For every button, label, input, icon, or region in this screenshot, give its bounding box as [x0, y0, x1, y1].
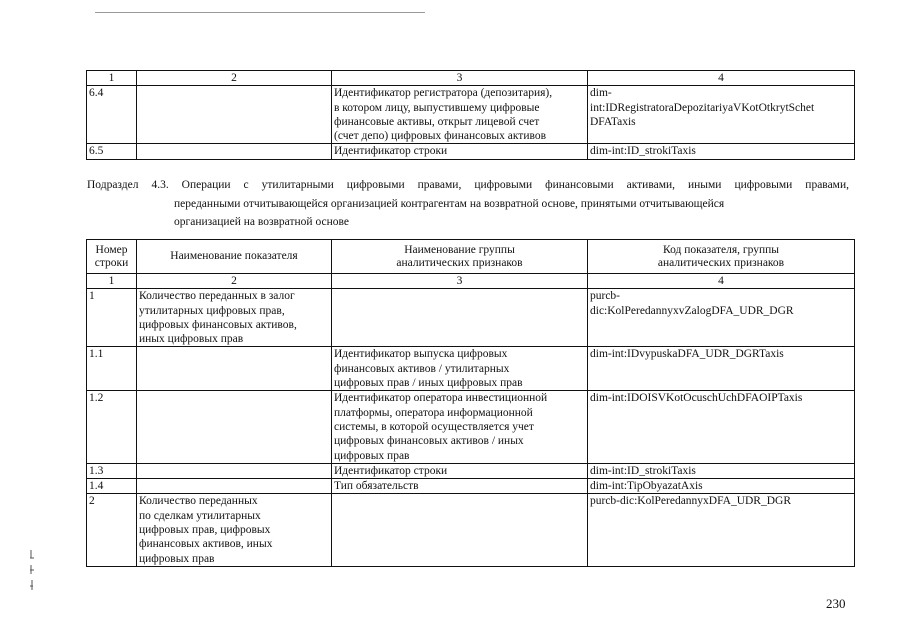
continuation-table	[86, 70, 855, 160]
group-name	[332, 347, 588, 391]
indicator-name	[137, 347, 332, 391]
row-number: 1.4	[87, 479, 137, 494]
text-line: dim-int:IDvypuskaDFA_UDR_DGRTaxis	[590, 348, 784, 361]
col-number-1: 1	[87, 71, 137, 86]
header-indicator-name: Наименование показателя	[137, 240, 332, 274]
table-row	[87, 494, 855, 566]
table-row	[87, 144, 855, 159]
text-line: Идентификатор выпуска цифровых	[334, 348, 508, 361]
indicator-code	[588, 463, 855, 478]
col-number-2: 2	[137, 274, 332, 289]
col-number-2: 2	[137, 71, 332, 86]
column-number-row	[87, 71, 855, 86]
group-name	[332, 391, 588, 463]
text-line: dim-	[590, 87, 612, 100]
indicator-name	[137, 391, 332, 463]
group-name	[332, 144, 588, 159]
row-number: 6.5	[87, 144, 137, 159]
text-line: финансовых активов / утилитарных	[334, 362, 510, 375]
row-number: 2	[87, 494, 137, 566]
header-indicator-code	[588, 240, 855, 274]
operations-table	[86, 239, 855, 567]
text-line: dim-int:IDOISVKotOcuschUchDFAOIPTaxis	[590, 392, 803, 405]
group-name	[332, 463, 588, 478]
text-line: финансовые активы, открыт лицевой счет	[334, 115, 540, 128]
group-name	[332, 289, 588, 347]
text-line: Количество переданных в залог	[139, 290, 295, 303]
subsection-heading	[87, 176, 849, 232]
group-name	[332, 494, 588, 566]
indicator-name	[137, 144, 332, 159]
table-row	[87, 86, 855, 144]
text-line: цифровых прав	[334, 449, 410, 462]
table-row	[87, 347, 855, 391]
subsection-line-3: организацией на возвратной основе	[174, 216, 349, 228]
page-top-rule	[95, 12, 425, 13]
col-number-3: 3	[332, 274, 588, 289]
text-line: Идентификатор оператора инвестиционной	[334, 392, 548, 405]
page-number: 230	[826, 596, 846, 611]
text-line: dim-int:ID_strokiTaxis	[590, 145, 696, 158]
text-line: цифровых прав	[139, 552, 215, 565]
text-line: Идентификатор строки	[334, 145, 448, 158]
text-line: по сделкам утилитарных	[139, 509, 261, 522]
group-name	[332, 86, 588, 144]
indicator-name	[137, 463, 332, 478]
header-line: Код показателя, группы	[662, 243, 780, 256]
text-line: DFATaxis	[590, 115, 636, 128]
text-line: purcb-dic:KolPeredannyxDFA_UDR_DGR	[590, 495, 792, 508]
header-line: аналитических признаков	[657, 256, 785, 269]
col-number-4: 4	[588, 71, 855, 86]
col-number-1: 1	[87, 274, 137, 289]
text-line: dic:KolPeredannyxvZalogDFA_UDR_DGR	[590, 304, 794, 317]
column-number-row	[87, 274, 855, 289]
table-row	[87, 463, 855, 478]
text-line: цифровых прав / иных цифровых прав	[334, 377, 523, 390]
header-group-name	[332, 240, 588, 274]
indicator-code	[588, 479, 855, 494]
indicator-code	[588, 347, 855, 391]
text-line: Идентификатор регистратора (депозитария),	[334, 87, 553, 100]
text-line: системы, в которой осуществляется учет	[334, 420, 534, 433]
header-line: аналитических признаков	[396, 256, 523, 269]
text-line: цифровых финансовых активов,	[139, 318, 297, 331]
indicator-code	[588, 86, 855, 144]
indicator-code	[588, 494, 855, 566]
text-line: цифровых финансовых активов / иных	[334, 435, 524, 448]
row-number: 1	[87, 289, 137, 347]
text-line: в котором лицу, выпустившему цифровые	[334, 101, 540, 114]
subsection-line-2: переданными отчитывающейся организацией контрагентам на возвратной основе, принятыми отчитывающейся	[174, 197, 725, 210]
indicator-name	[137, 494, 332, 566]
text-line: утилитарных цифровых прав,	[139, 304, 285, 317]
subsection-line-1: Подраздел 4.3. Операции с утилитарными цифровыми правами, цифровыми финансовыми активами, иными цифровыми правами,	[87, 179, 849, 191]
table-row	[87, 479, 855, 494]
text-line: цифровых прав, цифровых	[139, 524, 271, 537]
text-line: dim-int:TipObyazatAxis	[590, 480, 703, 493]
row-number: 6.4	[87, 86, 137, 144]
table-row	[87, 391, 855, 463]
text-line: финансовых активов, иных	[139, 538, 273, 551]
text-line: платформы, оператора информационной	[334, 406, 533, 419]
group-name	[332, 479, 588, 494]
indicator-code	[588, 391, 855, 463]
header-line: строки	[94, 256, 129, 269]
row-number: 1.2	[87, 391, 137, 463]
indicator-code	[588, 289, 855, 347]
text-line: purcb-	[590, 290, 621, 303]
row-number: 1.1	[87, 347, 137, 391]
text-line: иных цифровых прав	[139, 333, 244, 346]
header-row-number	[87, 240, 137, 274]
table-row	[87, 289, 855, 347]
text-line: (счет депо) цифровых финансовых активов	[334, 130, 547, 143]
indicator-name	[137, 86, 332, 144]
header-line: Номер	[95, 243, 128, 256]
row-number: 1.3	[87, 463, 137, 478]
text-line: int:IDRegistratoraDepozitariyaVKotOtkrytSchet	[590, 101, 815, 114]
col-number-4: 4	[588, 274, 855, 289]
header-line: Наименование группы	[404, 243, 515, 256]
margin-scan-marks	[28, 548, 36, 594]
indicator-name	[137, 289, 332, 347]
indicator-name	[137, 479, 332, 494]
indicator-code	[588, 144, 855, 159]
text-line: Идентификатор строки	[334, 464, 448, 477]
text-line: Количество переданных	[139, 495, 258, 508]
col-number-3: 3	[332, 71, 588, 86]
header-row	[87, 240, 855, 274]
text-line: Тип обязательств	[334, 480, 419, 493]
text-line: dim-int:ID_strokiTaxis	[590, 464, 696, 477]
